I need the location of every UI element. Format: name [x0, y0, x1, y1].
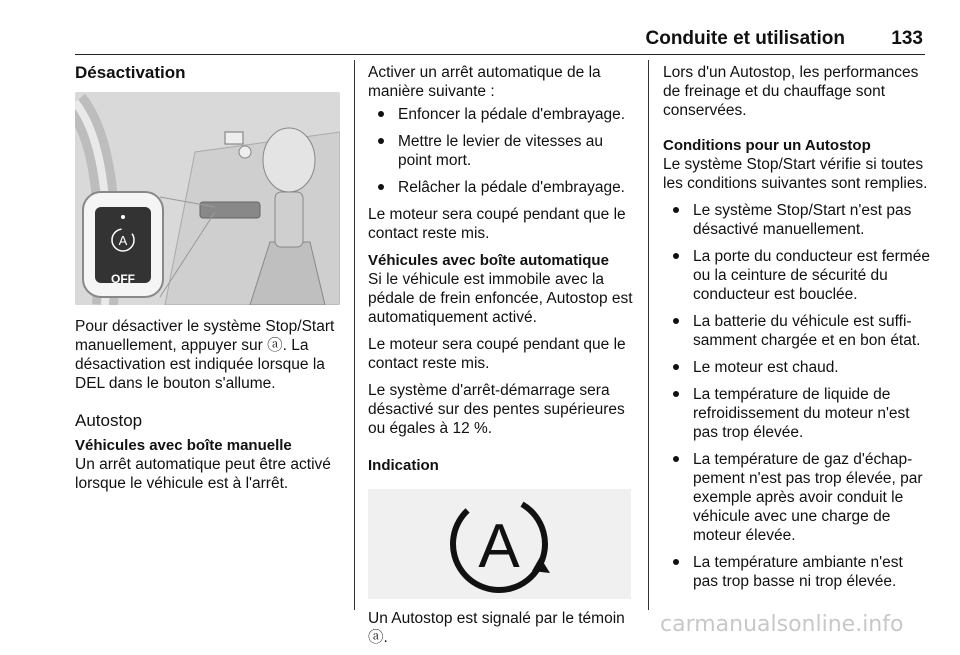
list-item: La batterie du véhicule est suffi- samment chargée et en bon état. [663, 312, 931, 350]
slopes-text: Le système d'arrêt-démarrage sera désactivé sur des pentes supérieures ou égales à 12 %. [368, 382, 625, 437]
list-item: Enfoncer la pédale d'embrayage. [368, 105, 636, 124]
autostop-performance-text: Lors d'un Autostop, les performances de freinage et du chauffage sont conservées. [663, 64, 919, 119]
conditions-list [663, 201, 931, 591]
indication-text: Un Autostop est signalé par le témoin ⓐ. [368, 610, 625, 646]
autostop-indicator-illustration [368, 489, 631, 599]
engine-off-text: Le moteur sera coupé pendant que le contact reste mis. [368, 206, 626, 242]
deactivation-text: Pour désactiver le système Stop/Start manuellement, appuyer sur ⓐ. La désactivation est indiquée lorsque la DEL dans le bouton s'allume. [75, 318, 335, 392]
column-1 [75, 63, 340, 501]
svg-text:A: A [118, 233, 128, 248]
section-title: Conduite et utilisation [645, 28, 845, 49]
page-header [75, 28, 925, 55]
manual-gearbox-text: Un arrêt automatique peut être activé lorsque le véhicule est à l'arrêt. [75, 456, 331, 492]
indication-heading: Indication [368, 457, 439, 474]
page-number: 133 [891, 28, 923, 49]
watermark: carmanualsonline.info [660, 612, 904, 637]
manual-gearbox-heading: Véhicules avec boîte manuelle [75, 437, 292, 454]
auto-gearbox-heading: Véhicules avec boîte automatique [368, 252, 609, 269]
activation-intro: Activer un arrêt automatique de la manière suivante : [368, 64, 601, 100]
column-divider-1 [354, 60, 355, 610]
autostop-heading: Autostop [75, 411, 143, 430]
button-off-label: OFF [111, 272, 135, 286]
engine-off-text-2: Le moteur sera coupé pendant que le contact reste mis. [368, 336, 626, 372]
list-item: La porte du conducteur est fermée ou la ceinture de sécurité du conducteur est bouclée. [663, 247, 931, 304]
list-item: Mettre le levier de vitesses au point mort. [368, 132, 636, 170]
list-item: La température ambiante n'est pas trop basse ni trop élevée. [663, 553, 931, 591]
column-2 [368, 63, 636, 655]
list-item: La température de liquide de refroidissement du moteur n'est pas trop élevée. [663, 385, 931, 442]
deactivation-heading: Désactivation [75, 63, 186, 82]
list-item: Le système Stop/Start n'est pas désactivé manuellement. [663, 201, 931, 239]
column-3 [663, 63, 931, 599]
activation-steps [368, 105, 636, 197]
list-item: La température de gaz d'échap- pement n'est pas trop élevée, par exemple après avoir conduit le véhicule avec une charge de moteur élevée. [663, 450, 931, 545]
list-item: Relâcher la pédale d'embrayage. [368, 178, 636, 197]
column-divider-2 [648, 60, 649, 610]
svg-text:A: A [478, 512, 520, 581]
conditions-text: Le système Stop/Start vérifie si toutes les conditions suivantes sont remplies. [663, 156, 928, 192]
conditions-heading: Conditions pour un Autostop [663, 137, 871, 154]
stop-start-button-illustration [75, 92, 340, 305]
list-item: Le moteur est chaud. [663, 358, 931, 377]
auto-gearbox-text: Si le véhicule est immobile avec la pédale de frein enfoncée, Autostop est automatiquement activé. [368, 271, 633, 326]
